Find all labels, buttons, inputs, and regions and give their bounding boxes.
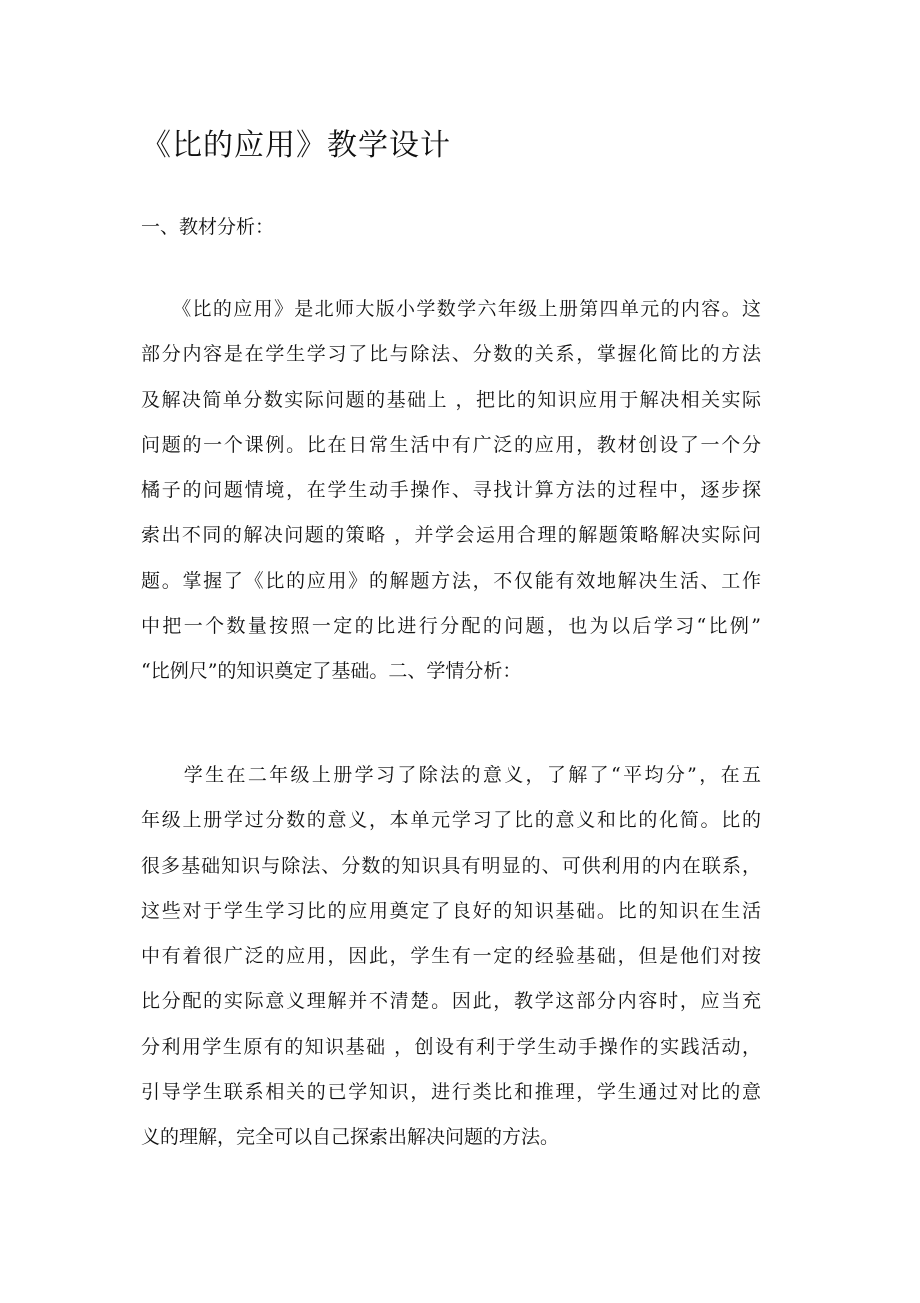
paragraph-line: 学生在二年级上册学习了除法的意义，了解了“平均分”，在五 — [141, 764, 761, 786]
paragraph-line: 这些对于学生学习比的应用奠定了良好的知识基础。比的知识在生活 — [141, 899, 761, 922]
paragraph-line: 中有着很广泛的应用，因此，学生有一定的经验基础，但是他们对按 — [141, 945, 761, 968]
paragraph-line: 很多基础知识与除法、分数的知识具有明显的、可供利用的内在联系， — [141, 854, 761, 877]
paragraph-line: 义的理解，完全可以自己探索出解决问题的方法。 — [141, 1126, 560, 1149]
paragraph-line: 部分内容是在学生学习了比与除法、分数的关系，掌握化简比的方法 — [141, 343, 761, 366]
paragraph-line: 比分配的实际意义理解并不清楚。因此，教学这部分内容时，应当充 — [141, 990, 761, 1013]
paragraph-line: 年级上册学过分数的意义，本单元学习了比的意义和比的化简。比的 — [141, 809, 761, 832]
paragraph-line: 索出不同的解决问题的策略 ，并学会运用合理的解题策略解决实际问 — [141, 524, 761, 547]
section-heading-textbook-analysis: 一、教材分析： — [141, 216, 275, 238]
paragraph-line: 中把一个数量按照一定的比进行分配的问题，也为以后学习“比例” — [141, 615, 761, 638]
document-title: 《比的应用》教学设计 — [141, 128, 451, 163]
paragraph-line: 分利用学生原有的知识基础 ，创设有利于学生动手操作的实践活动， — [141, 1035, 761, 1058]
paragraph-line: 引导学生联系相关的已学知识，进行类比和推理，学生通过对比的意 — [141, 1081, 761, 1104]
paragraph-line: 《比的应用》是北师大版小学数学六年级上册第四单元的内容。这 — [141, 298, 761, 320]
paragraph-line: “比例尺”的知识奠定了基础。二、学情分析： — [141, 660, 522, 683]
paragraph-line: 问题的一个课例。比在日常生活中有广泛的应用，教材创设了一个分 — [141, 433, 761, 456]
paragraph-line: 及解决简单分数实际问题的基础上 ，把比的知识应用于解决相关实际 — [141, 388, 761, 411]
paragraph-student-analysis — [141, 753, 761, 1161]
paragraph-line: 橘子的问题情境，在学生动手操作、寻找计算方法的过程中，逐步探 — [141, 479, 761, 502]
paragraph-textbook-analysis — [141, 287, 761, 695]
paragraph-line: 题。掌握了《比的应用》的解题方法，不仅能有效地解决生活、工作 — [141, 569, 761, 592]
